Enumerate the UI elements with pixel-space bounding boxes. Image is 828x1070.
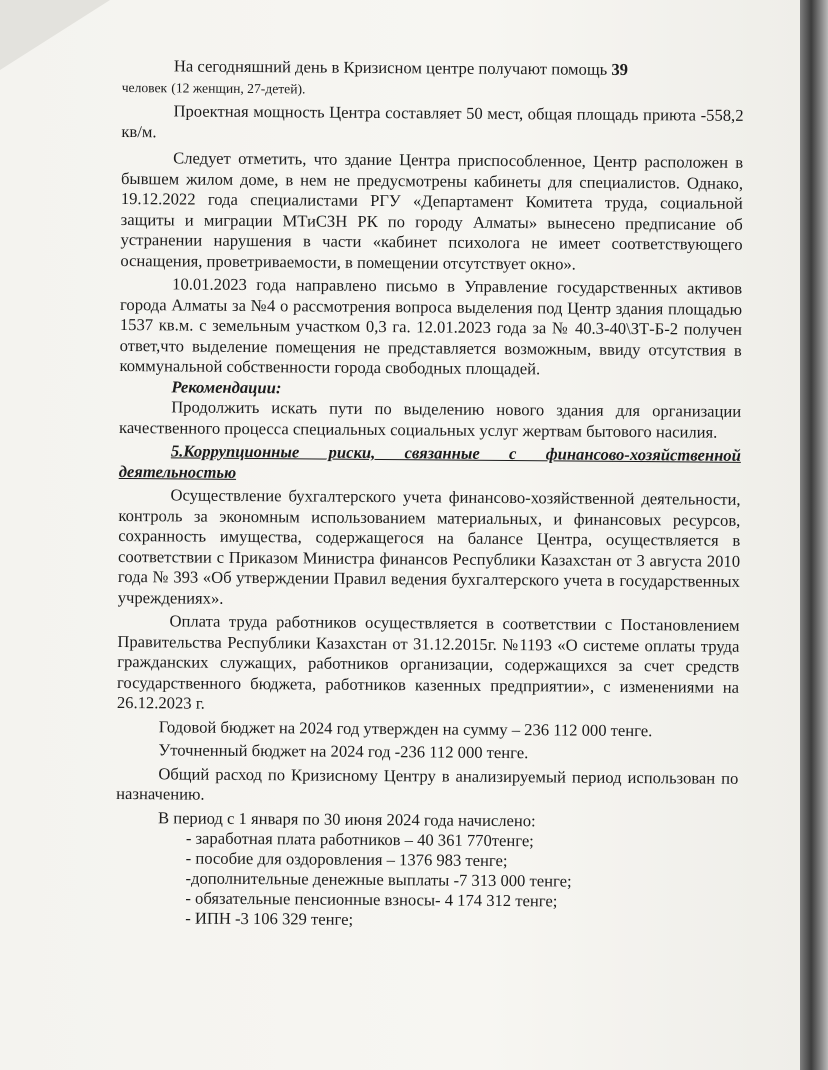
list-item: - пособие для оздоровления – 1376 983 тенге; bbox=[185, 848, 508, 871]
section-heading-corruption-risks: 5.Коррупционные риски, связанные с финансово-хозяйственной деятельностью bbox=[118, 441, 741, 482]
list-item: - ИПН -3 106 329 тенге; bbox=[185, 908, 354, 929]
paragraph-accounting: Осуществление бухгалтерского учета финансово-хозяйственной деятельности, контроль за экономным использованием материальных, и финансовых ресурсов, сохранность имущества, содержащегося на балансе Центра, осуществляется в соответствии с Приказом Министра финансов Республики Казахстан от 3 августа 2010 года № 393 «Об утверждении Правил ведения бухгалтерского учета в государственных учреждениях». bbox=[117, 485, 741, 608]
paragraph-letter: 10.01.2023 года направлено письмо в Управление государственных активов города Алматы за №4 о рассмотрения вопроса выделения под Центр здания площадью 1537 кв.м. с земельным участком 0,3 га. 12.01.2023 года за № 40.3-40\ЗТ-Б-2 получен ответ,что выделение помещения не представляется возможным, ввиду отсутствия в коммунальной собственности города свободных площадей. bbox=[119, 274, 743, 379]
list-item: -дополнительные денежные выплаты -7 313 000 тенге; bbox=[185, 868, 572, 891]
paragraph-building-notice: Следует отметить, что здание Центра приспособленное, Центр расположен в бывшем жилом доме, в нем не предусмотрены кабинеты для специалистов. Однако, 19.12.2022 года специалистами РГУ «Департамент Комитета труда, социальной защиты и миграции МТиСЗН РК по городу Алматы» вынесено предписание об устранении нарушения в части «кабинет психолога не имеет соответствующего оснащения, проветриваемости, в помещении отсутствует окно». bbox=[120, 148, 744, 274]
scan-edge bbox=[800, 0, 828, 1070]
paragraph-text: человек bbox=[121, 79, 168, 95]
paragraph-crisis-center-help-tail bbox=[122, 76, 744, 102]
page-fold-corner bbox=[0, 0, 110, 70]
list-item: - заработная плата работников – 40 361 770тенге; bbox=[185, 828, 534, 851]
accrual-list bbox=[115, 828, 738, 933]
people-count: 39 bbox=[611, 59, 629, 79]
paragraph-text: На сегодняшний день в Кризисном центре получают помощь bbox=[173, 56, 608, 79]
recommendations-heading: Рекомендации: bbox=[171, 376, 282, 397]
paragraph-salary: Оплата труда работников осуществляется в соответствии с Постановлением Правительства Республики Казахстан от 31.12.2015г. №1193 «О системе оплаты труда гражданских служащих, работников организации, содержащихся за счет средств государственного бюджета, работников казенных предприятии», с изменениями на 26.12.2023 г. bbox=[116, 611, 740, 713]
paragraph-capacity: Проектная мощность Центра составляет 50 мест, общая площадь приюта -558,2 кв/м. bbox=[121, 101, 744, 141]
paragraph-recommendation: Продолжить искать пути по выделению нового здания для организации качественного процесса специальных социальных услуг жертвам бытового насилия. bbox=[119, 397, 742, 442]
paragraph-accrued-intro: В период с 1 января по 30 июня 2024 года начислено: bbox=[157, 807, 536, 830]
paragraph-updated-budget: Уточненный бюджет на 2024 год -236 112 000 тенге. bbox=[158, 740, 529, 763]
paragraph-expense: Общий расход по Кризисному Центру в анализируемый период использован по назначению. bbox=[116, 763, 739, 804]
list-item: - обязательные пенсионные взносы- 4 174 312 тенге; bbox=[185, 888, 558, 911]
paragraph-text: (12 женщин, 27-детей). bbox=[171, 79, 306, 96]
document-body bbox=[115, 56, 744, 933]
paragraph-annual-budget: Годовой бюджет на 2024 год утвержден на сумму – 236 112 000 тенге. bbox=[158, 716, 653, 740]
